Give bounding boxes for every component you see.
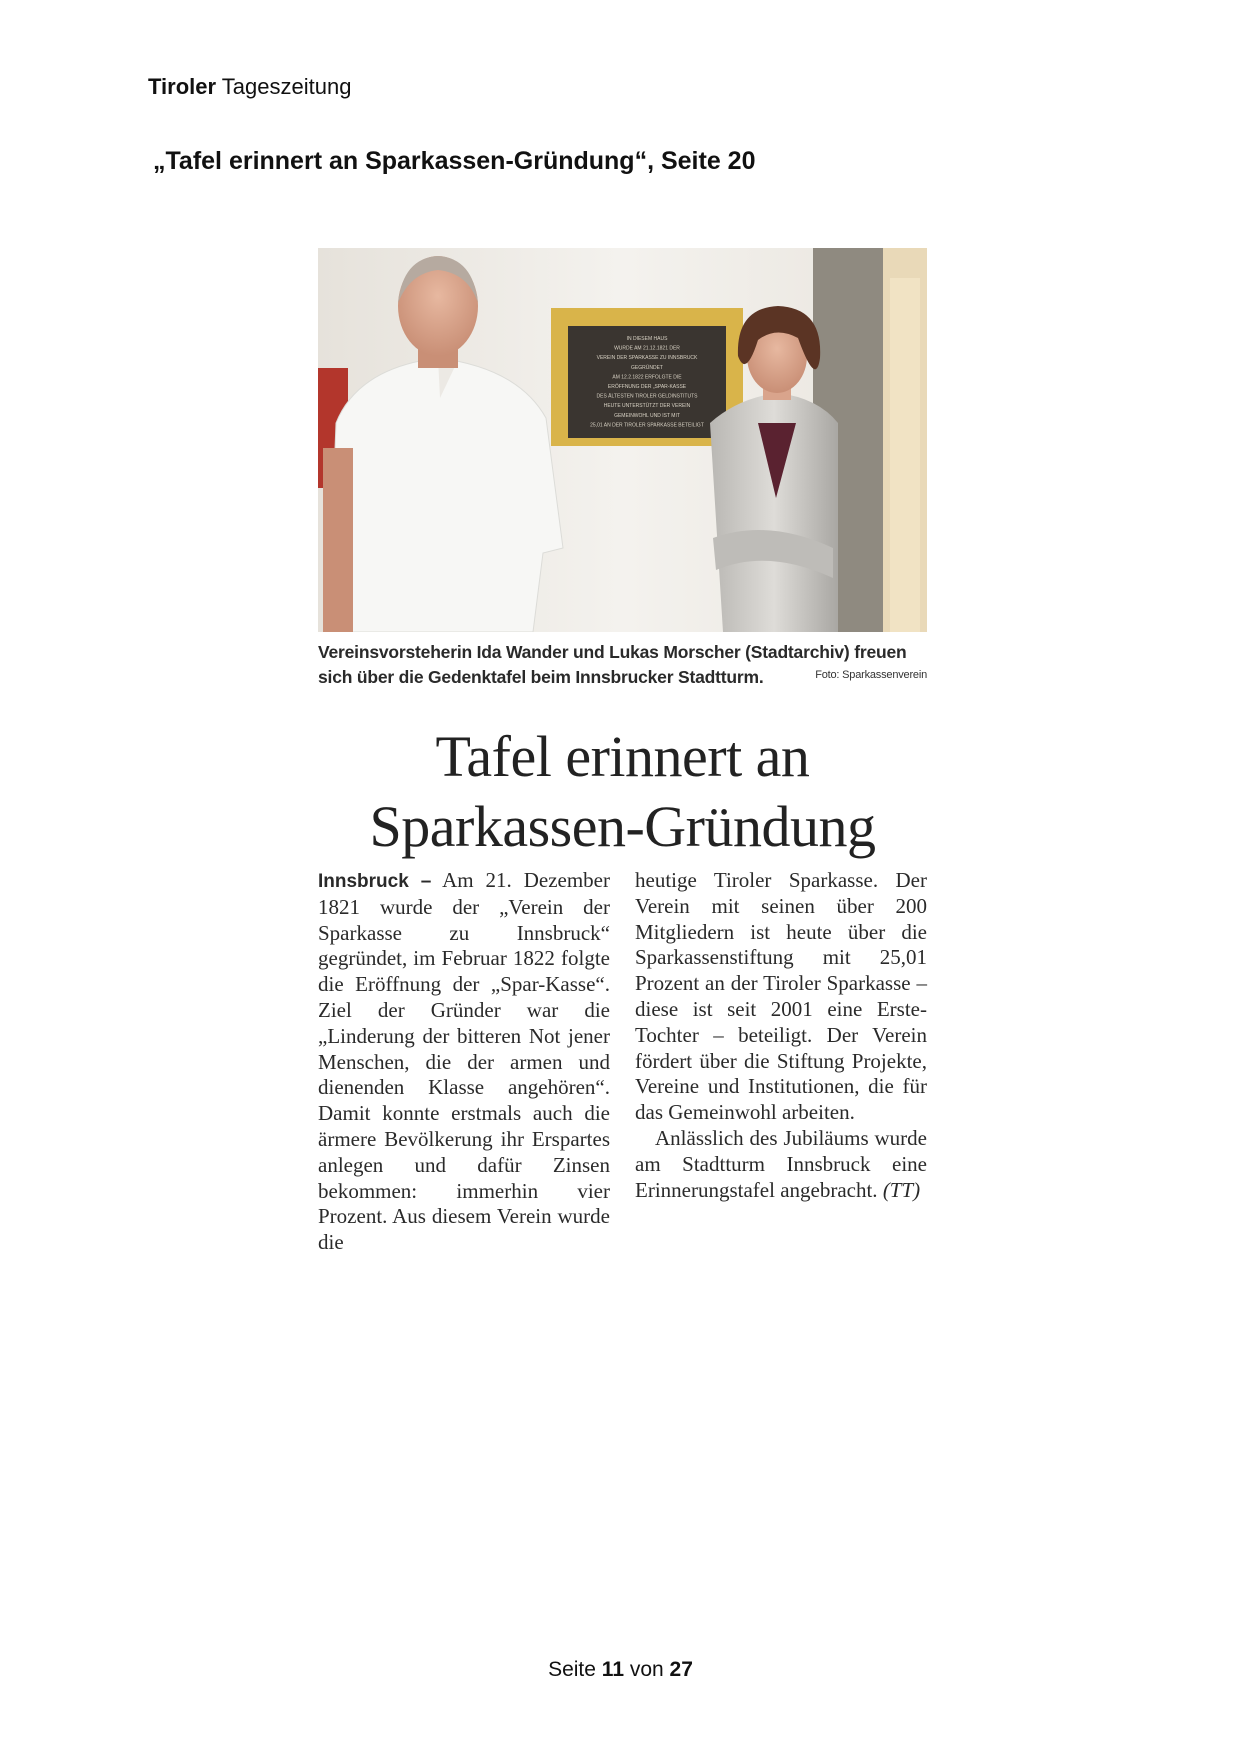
headline-line-1: Tafel erinnert an xyxy=(435,724,810,789)
plaque-line: AM 12.2.1822 ERFOLGTE DIE xyxy=(612,374,682,381)
photo-credit: Foto: Sparkassenverein xyxy=(815,669,927,681)
plaque-line: GEGRÜNDET xyxy=(631,364,663,371)
publication-name xyxy=(148,74,351,100)
column-1-text: Am 21. Dezember 1821 wurde der „Verein der Sparkasse zu Innsbruck“ gegründet, im Februar 1822 folgte die Eröffnung der „Spar-Kasse“. Ziel der Gründer war die „Linderung der bitteren Not jener Menschen, die der armen und dienenden Klasse angehören“. Damit konnte erstmals auch die ärmere Bevölkerung ihr Erspartes anlegen und dafür Zinsen bekommen: immerhin vier Prozent. Aus diesem Verein wurde die xyxy=(318,868,610,1255)
column-2-paragraph-1: heutige Tiroler Sparkasse. Der Verein mit seinen über 200 Mitgliedern ist heute über die Sparkassenstiftung mit 25,01 Prozent an der Tiroler Sparkasse – diese ist seit 2001 eine Erste-Tochter – beteiligt. Der Verein fördert über die Stiftung Projekte, Vereine und Institutionen, die für das Gemeinwohl arbeiten. xyxy=(635,868,927,1125)
plaque-line: VEREIN DER SPARKASSE ZU INNSBRUCK xyxy=(596,355,698,362)
photo-caption xyxy=(318,640,927,690)
brand-regular: Tageszeitung xyxy=(221,74,352,99)
page-prefix: Seite xyxy=(548,1658,596,1681)
article-column-2 xyxy=(635,868,927,1203)
column-2-paragraph-2-text: Anlässlich des Jubiläums wurde am Stadtturm Innsbruck eine Erinnerungstafel angebracht. xyxy=(635,1125,927,1202)
plaque-line: 25,01 AN DER TIROLER SPARKASSE BETEILIGT xyxy=(590,422,704,429)
page-middle: von xyxy=(629,1658,664,1681)
plaque-line: IN DIESEM HAUS xyxy=(626,336,668,342)
plaque-face xyxy=(568,326,726,438)
article-column-1 xyxy=(318,868,610,1256)
plaque-line: ERÖFFNUNG DER „SPAR-KASSE xyxy=(607,384,687,390)
dateline: Innsbruck – xyxy=(318,871,432,892)
plaque-line: GEMEINWOHL UND IST MIT xyxy=(614,412,680,419)
article-headline xyxy=(318,722,927,862)
headline-line-2: Sparkassen-Gründung xyxy=(369,794,876,859)
reference-title: „Tafel erinnert an Sparkassen-Gründung“, Seite 20 xyxy=(153,147,756,175)
plaque-line: WURDE AM 21.12.1821 DER xyxy=(614,345,680,352)
page-total: 27 xyxy=(669,1658,693,1681)
page-current: 11 xyxy=(601,1658,624,1681)
column-2-paragraph-2 xyxy=(635,1126,927,1203)
article-photo xyxy=(318,248,927,632)
page-number xyxy=(0,1658,1241,1682)
photo-illustration xyxy=(318,248,927,632)
caption-text: Vereinsvorsteherin Ida Wander und Lukas Morscher (Stadtarchiv) freuen sich über die Gedenktafel beim Innsbrucker Stadtturm. xyxy=(318,642,907,687)
author-tag: (TT) xyxy=(882,1177,921,1202)
plaque-line: HEUTE UNTERSTÜTZT DER VEREIN xyxy=(603,403,691,410)
plaque-line: DES ÄLTESTEN TIROLER GELDINSTITUTS xyxy=(596,393,698,400)
brand-bold: Tiroler xyxy=(148,74,217,99)
